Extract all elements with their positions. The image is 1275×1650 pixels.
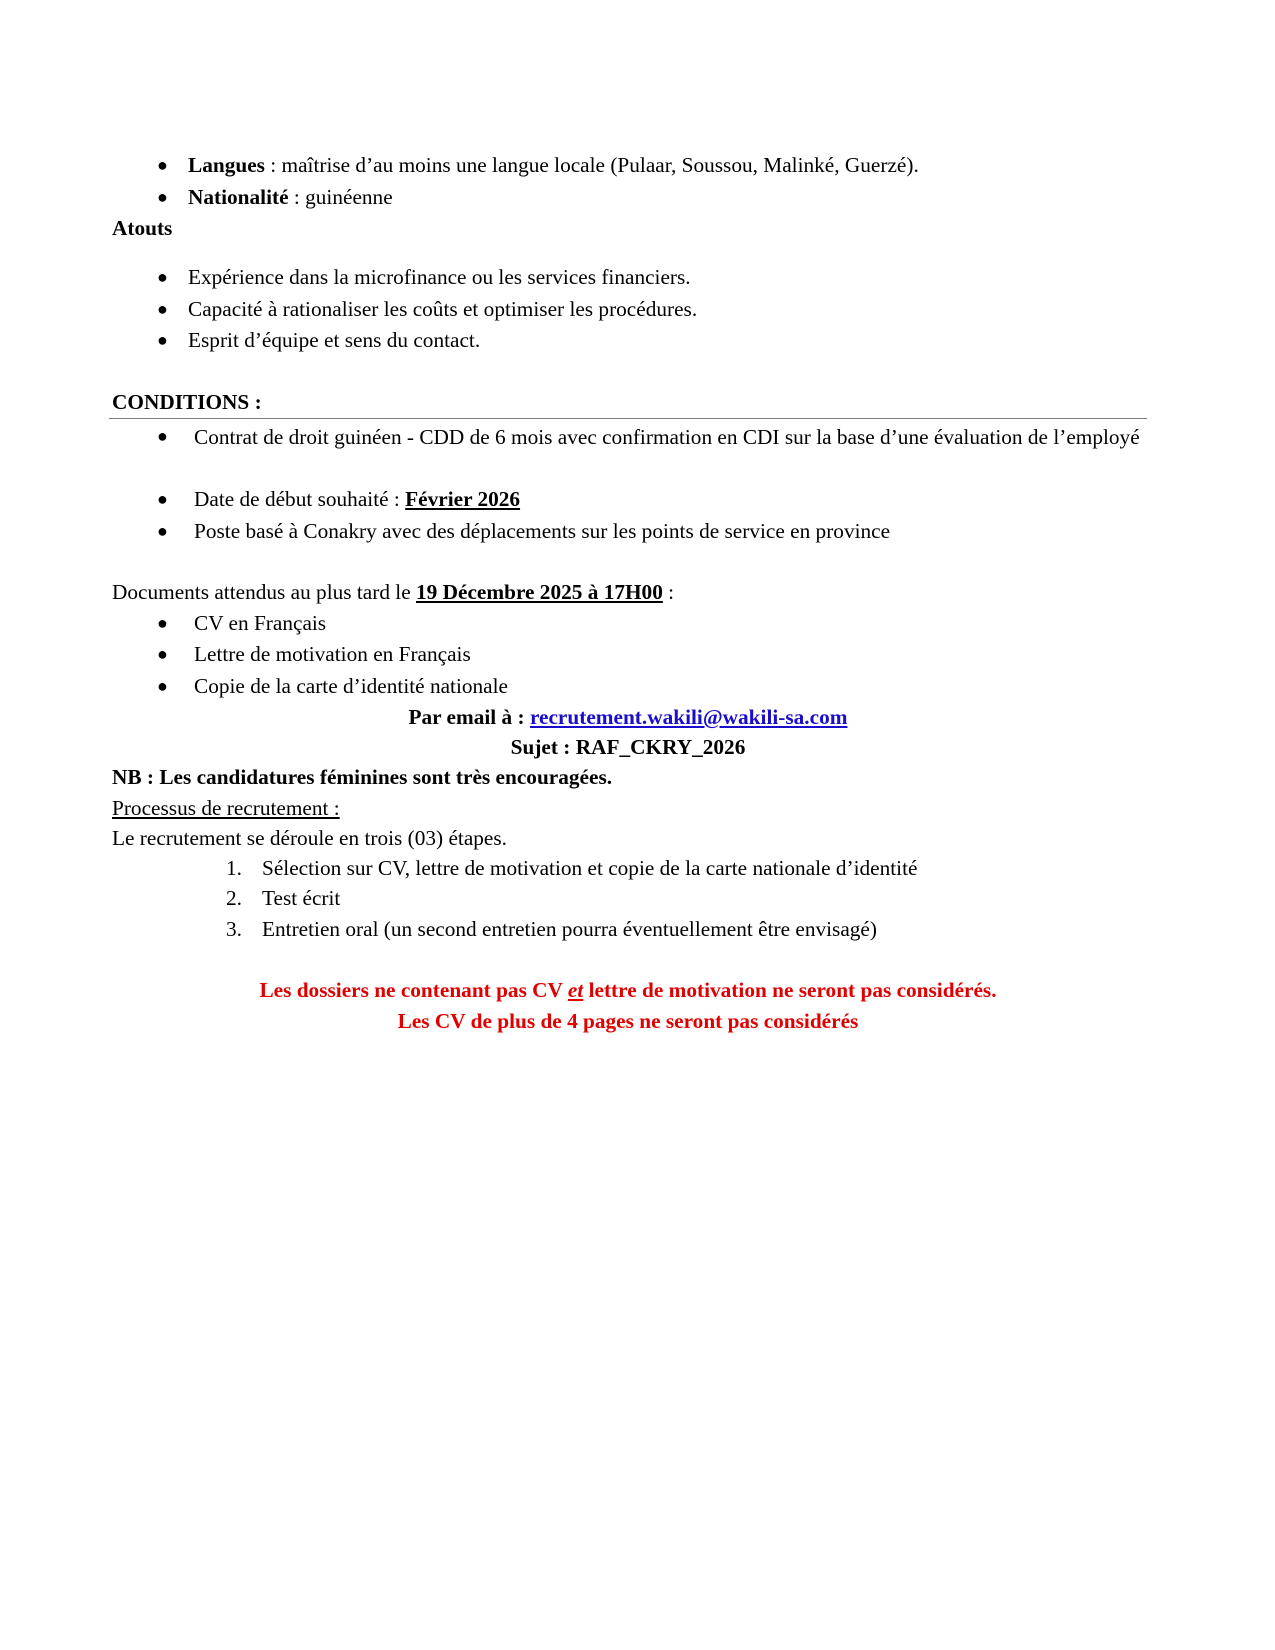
bullet-icon: ● — [157, 187, 168, 207]
atout-item: Expérience dans la microfinance ou les services financiers. — [188, 265, 691, 289]
document-item: Copie de la carte d’identité nationale — [194, 674, 508, 698]
bullet-icon: ● — [157, 426, 168, 446]
documents-intro-suffix: : — [662, 580, 675, 604]
process-step-number: 2. — [226, 886, 242, 910]
condition-start-date — [194, 486, 520, 512]
start-date-value: Février 2026 — [405, 487, 521, 511]
process-step: Entretien oral (un second entretien pourra éventuellement être envisagé) — [262, 917, 877, 941]
process-intro: Le recrutement se déroule en trois (03) étapes. — [112, 826, 508, 850]
document-item: Lettre de motivation en Français — [194, 642, 471, 666]
bullet-icon: ● — [157, 489, 168, 509]
atout-item: Esprit d’équipe et sens du contact. — [188, 328, 481, 352]
process-step: Sélection sur CV, lettre de motivation et copie de la carte nationale d’identité — [262, 856, 918, 880]
bullet-icon: ● — [157, 299, 168, 319]
warning-text: lettre de motivation ne seront pas considérés. — [583, 978, 997, 1002]
conditions-heading: CONDITIONS : — [112, 390, 262, 414]
nb-note: NB : Les candidatures féminines sont très encouragées. — [112, 765, 613, 789]
documents-deadline: 19 Décembre 2025 à 17H00 — [416, 580, 663, 604]
email-link[interactable]: recrutement.wakili@wakili-sa.com — [529, 705, 848, 729]
bullet-icon: ● — [157, 267, 168, 287]
atout-item: Capacité à rationaliser les coûts et optimiser les procédures. — [188, 297, 698, 321]
warning-text: Les dossiers ne contenant pas CV — [259, 978, 568, 1002]
process-step-number: 3. — [226, 917, 242, 941]
email-subject: Sujet : RAF_CKRY_2026 — [510, 735, 746, 759]
bullet-icon: ● — [157, 521, 168, 541]
condition-location: Poste basé à Conakry avec des déplacements sur les points de service en province — [194, 519, 891, 543]
profile-text: : maîtrise d’au moins une langue locale (Pulaar, Soussou, Malinké, Guerzé). — [264, 153, 919, 177]
profile-item-nationalite — [188, 184, 393, 210]
start-date-prefix: Date de début souhaité : — [194, 487, 406, 511]
documents-intro-prefix: Documents attendus au plus tard le — [112, 580, 417, 604]
process-heading: Processus de recrutement : — [112, 796, 340, 820]
warning-line-2: Les CV de plus de 4 pages ne seront pas considérés — [397, 1009, 859, 1033]
conditions-divider — [109, 418, 1147, 419]
atouts-heading: Atouts — [112, 216, 173, 240]
process-step-number: 1. — [226, 856, 242, 880]
bullet-icon: ● — [157, 613, 168, 633]
bullet-icon: ● — [157, 644, 168, 664]
bullet-icon: ● — [157, 330, 168, 350]
profile-item-langues — [188, 152, 919, 178]
profile-label: Nationalité — [188, 185, 289, 209]
profile-label: Langues — [188, 153, 265, 177]
documents-intro — [112, 579, 674, 605]
warning-line-1 — [0, 977, 1256, 1003]
condition-contract: Contrat de droit guinéen - CDD de 6 mois avec confirmation en CDI sur la base d’une évaluation de l’employé — [194, 425, 1140, 449]
bullet-icon: ● — [157, 155, 168, 175]
profile-text: : guinéenne — [288, 185, 393, 209]
process-step: Test écrit — [262, 886, 341, 910]
bullet-icon: ● — [157, 676, 168, 696]
email-label: Par email à : — [408, 705, 530, 729]
email-line — [0, 704, 1256, 730]
warning-emphasis: et — [567, 978, 584, 1002]
document-item: CV en Français — [194, 611, 327, 635]
